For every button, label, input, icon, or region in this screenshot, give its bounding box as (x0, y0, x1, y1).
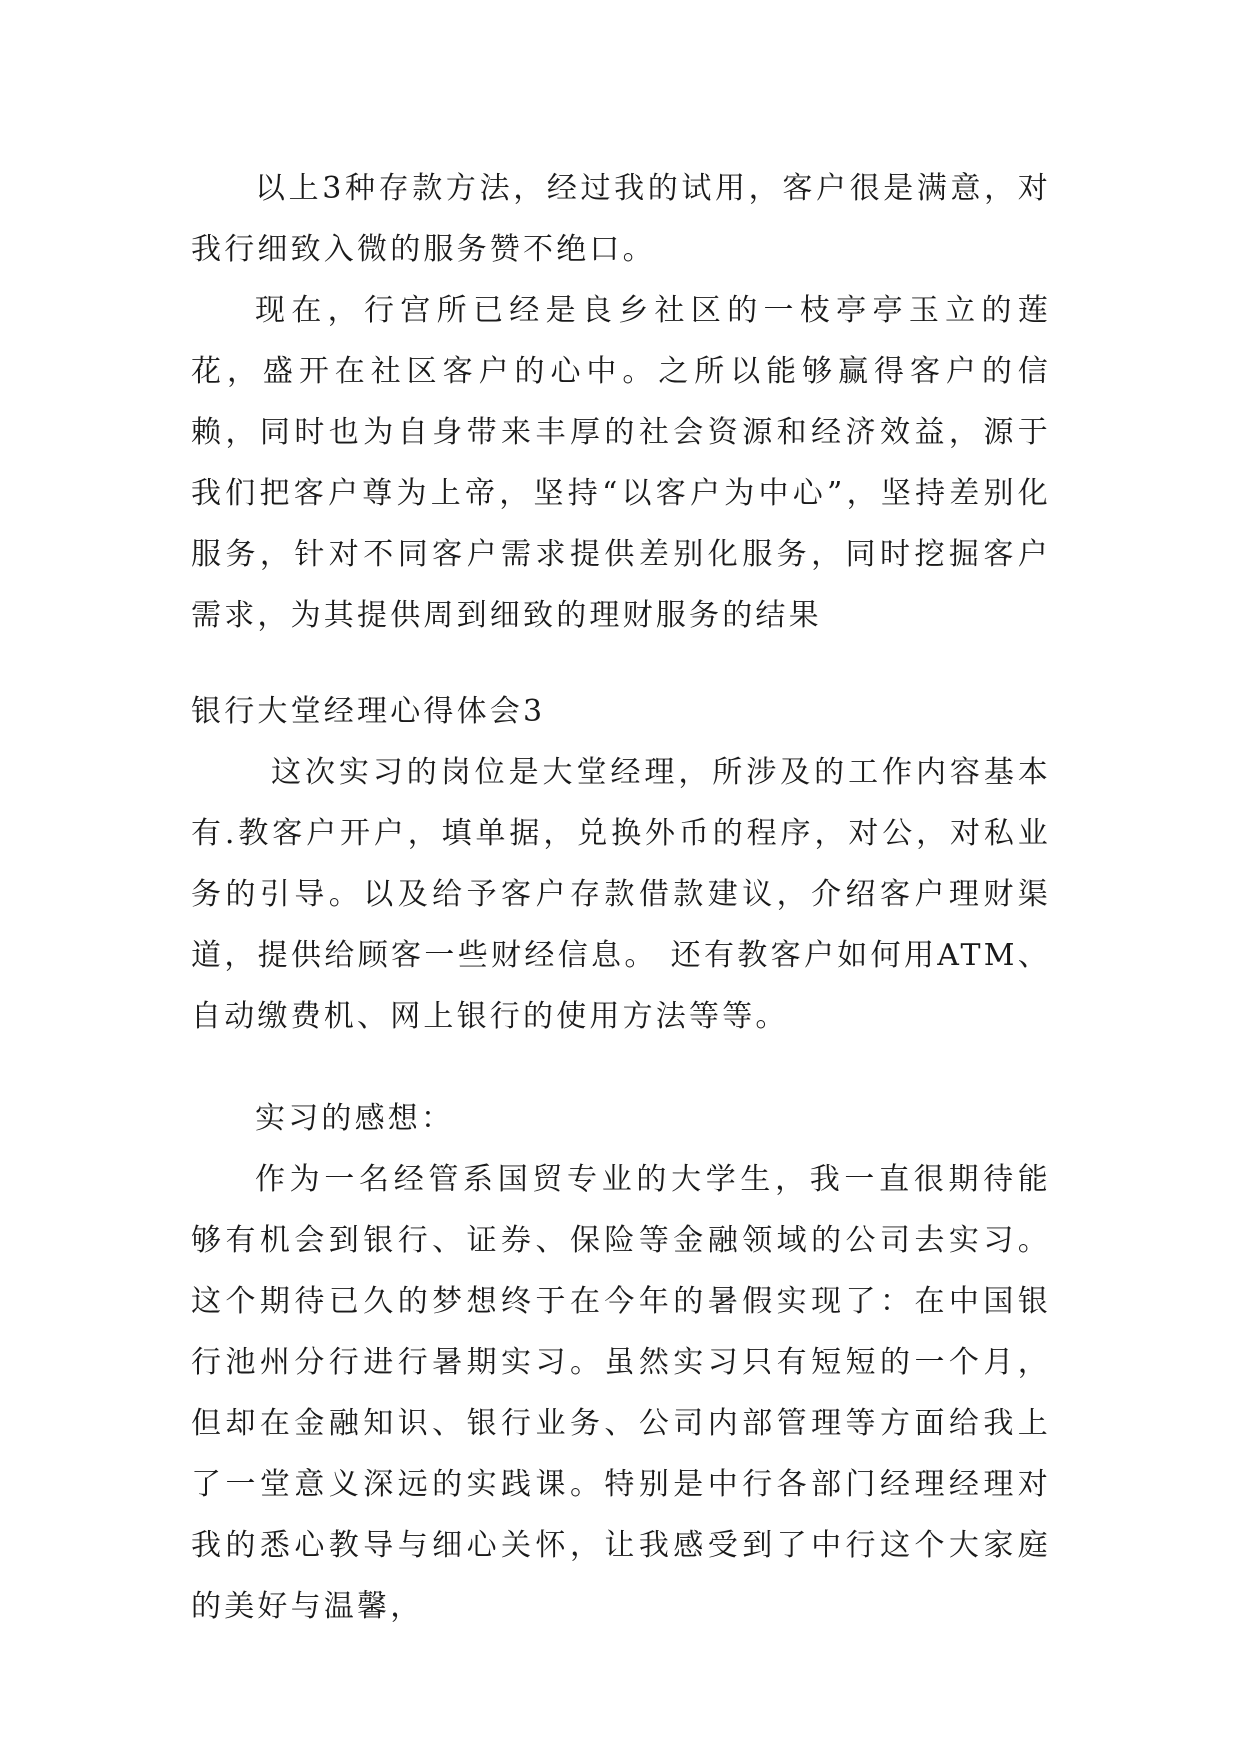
paragraph-reflection-body: 作为一名经管系国贸专业的大学生，我一直很期待能够有机会到银行、证券、保险等金融领域的公司去实习。这个期待已久的梦想终于在今年的暑假实现了：在中国银行池州分行进行暑期实习。虽然实习只有短短的一个月，但却在金融知识、银行业务、公司内部管理等方面给我上了一堂意义深远的实践课。特别是中行各部门经理经理对我的悉心教导与细心关怀，让我感受到了中行这个大家庭的美好与温馨， (191, 1162, 1051, 1624)
paragraph-job-duties: 这次实习的岗位是大堂经理，所涉及的工作内容基本有.教客户开户，填单据，兑换外币的程序，对公，对私业务的引导。以及给予客户存款借款建议，介绍客户理财渠道，提供给顾客一些财经信息。 还有教客户如何用ATM、自动缴费机、网上银行的使用方法等等。 (191, 755, 1051, 1034)
paragraph-reflection-title: 实习的感想： (255, 1101, 455, 1136)
paragraph-community-branch: 现在，行宫所已经是良乡社区的一枝亭亭玉立的莲花，盛开在社区客户的心中。之所以能够赢得客户的信赖，同时也为自身带来丰厚的社会资源和经济效益，源于我们把客户尊为上帝，坚持“以客户为中心”，坚持差别化服务，针对不同客户需求提供差别化服务，同时挖掘客户需求，为其提供周到细致的理财服务的结果 (191, 293, 1051, 633)
paragraph-deposit-methods: 以上3种存款方法，经过我的试用，客户很是满意，对我行细致入微的服务赞不绝口。 (191, 171, 1051, 267)
section-heading: 银行大堂经理心得体会3 (191, 694, 546, 729)
